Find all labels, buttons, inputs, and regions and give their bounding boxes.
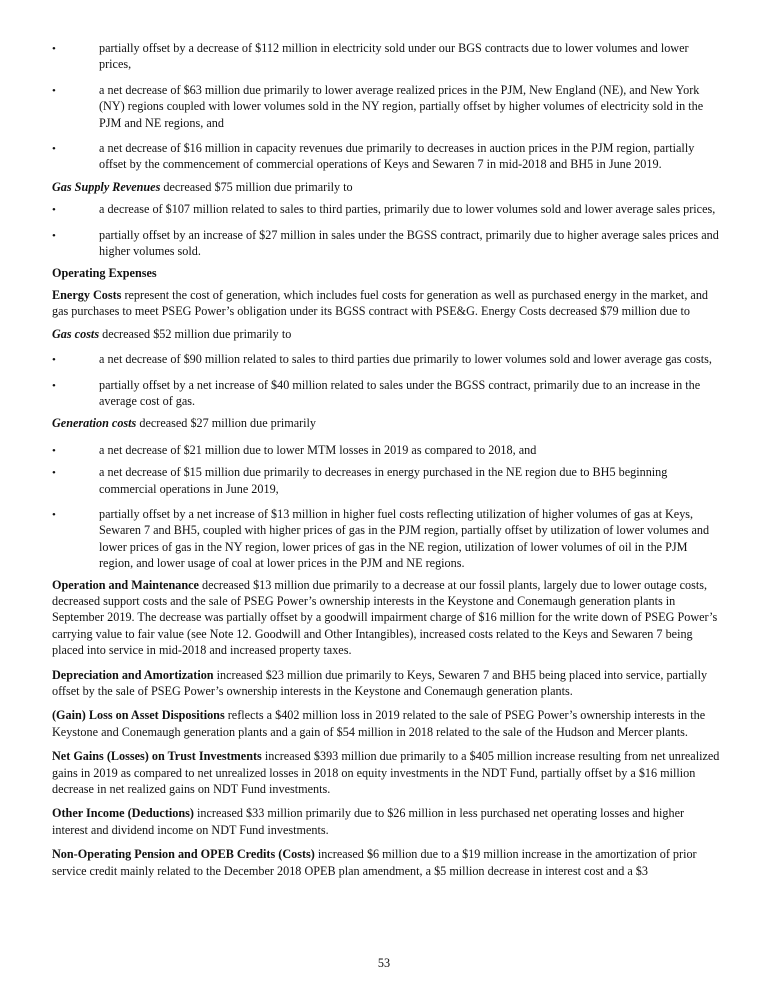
document-page [52, 40, 720, 887]
bullet-icon: • [52, 467, 56, 480]
operation-maintenance-heading: Operation and Maintenance [52, 577, 199, 592]
trust-investments-paragraph: Net Gains (Losses) on Trust Investments increased $393 million due primarily to a $405 million increase resulting from net unrealized gains in 2019 as compared to net unrealized losses in 2018 on equity investments in the NDT Fund, partially offset by a $16 million decrease in net realized gains on NDT Fund investments. [52, 749, 720, 797]
trust-investments-heading: Net Gains (Losses) on Trust Investments [52, 749, 262, 764]
bullet-icon: • [52, 444, 56, 457]
bullet-icon: • [52, 204, 56, 217]
pension-opeb-paragraph: Non-Operating Pension and OPEB Credits (Costs) increased $6 million due to a $19 million increase in the amortization of prior service credit mainly related to the December 2018 OPEB plan amendment, a $5 million decrease in interest cost and a $3 [52, 847, 697, 878]
energy-costs-heading: Energy Costs [52, 287, 122, 302]
list-item: • partially offset by an increase of $27 million in sales under the BGSS contract, primarily due to higher average sales prices and higher volumes sold. [52, 227, 719, 259]
other-income-paragraph: Other Income (Deductions) increased $33 million primarily due to $26 million in less purchased net operating losses and higher interest and dividend income on NDT Fund investments. [52, 806, 685, 837]
generation-costs-paragraph: Generation costs decreased $27 million due primarily [52, 416, 317, 431]
gas-costs-paragraph: Gas costs decreased $52 million due primarily to [52, 326, 292, 341]
depreciation-amortization-heading: Depreciation and Amortization [52, 667, 214, 682]
bullet-icon: • [52, 508, 56, 521]
list-item: • partially offset by a net increase of $40 million related to sales under the BGSS contract, primarily due to an increase in the average cost of gas. [52, 377, 701, 408]
list-item: • a net decrease of $90 million related to sales to third parties due primarily to lower volumes sold and lower average gas costs, [52, 351, 720, 367]
asset-dispositions-paragraph: (Gain) Loss on Asset Dispositions reflects a $402 million loss in 2019 related to the sale of PSEG Power’s ownership interests in the Keystone and Conemaugh generation plants and a gain of $54 million in 2018 related to the sale of the Hudson and Mercer plants. [52, 708, 706, 739]
gas-supply-heading: Gas Supply Revenues [52, 179, 161, 194]
generation-costs-heading: Generation costs [52, 416, 137, 431]
bullet-icon: • [52, 143, 56, 156]
depreciation-amortization-paragraph: Depreciation and Amortization increased $23 million due primarily to Keys, Sewaren 7 and BH5 being placed into service, partially offset by the sale of PSEG Power’s ownership interests in the Keystone and Conemaugh generation plants. [52, 667, 708, 698]
bullet-icon: • [52, 84, 56, 97]
pension-opeb-heading: Non-Operating Pension and OPEB Credits (Costs) [52, 847, 315, 862]
list-item: • partially offset by a net increase of $13 million in higher fuel costs reflecting utilization of higher volumes of gas at Keys, Sewaren 7 and BH5, coupled with higher prices of gas in the PJM region, partially offset by utilization of lower volumes and lower prices of gas in the NY region, lower prices of gas in the NE region, utilization of lower volumes of oil in the PJM region, and lower usage of coal at lower prices in the PJM and NE regions. [52, 506, 710, 571]
list-item: • a net decrease of $63 million due primarily to lower average realized prices in the PJM, New England (NE), and New York (NY) regions coupled with lower volumes sold in the NY region, partially offset by higher volumes of electricity sold in the PJM and NE regions, and [52, 82, 704, 130]
operating-expenses-heading: Operating Expenses [52, 266, 157, 281]
list-item: • a decrease of $107 million related to sales to third parties, primarily due to lower volumes sold and lower average sales prices, [52, 201, 720, 217]
bullet-icon: • [52, 43, 56, 55]
gas-supply-paragraph: Gas Supply Revenues decreased $75 million due primarily to [52, 179, 353, 194]
energy-costs-paragraph: Energy Costs represent the cost of generation, which includes fuel costs for generation as well as purchased energy in the market, and gas purchases to meet PSEG Power’s obligation under its BGSS contract with PSE&G. Energy Costs decreased $79 million due to [52, 287, 709, 319]
bullet-icon: • [52, 379, 56, 392]
list-item: • a net decrease of $16 million in capacity revenues due primarily to decreases in auction prices in the PJM region, partially offset by the commencement of commercial operations of Keys and Sewaren 7 in mid-2018 and BH5 in June 2019. [52, 141, 695, 172]
list-item: • a net decrease of $15 million due primarily to decreases in energy purchased in the NE region due to BH5 beginning commercial operations in June 2019, [52, 465, 668, 496]
list-item: • a net decrease of $21 million due to lower MTM losses in 2019 as compared to 2018, and [52, 442, 720, 458]
operation-maintenance-paragraph: Operation and Maintenance decreased $13 million due primarily to a decrease at our fossil plants, largely due to lower outage costs, decreased support costs and the sale of PSEG Power’s ownership interests in the Keystone and Conemaugh generation plants in September 2019. The decrease was partially offset by a goodwill impairment charge of $16 million for the write down of PSEG Power’s carrying value to fair value (see Note 12. Goodwill and Other Intangibles), increased costs related to the Keys and Sewaren 7 being placed into service in mid-2018 and increased property taxes. [52, 577, 718, 658]
other-income-heading: Other Income (Deductions) [52, 806, 194, 821]
bullet-icon: • [52, 354, 56, 367]
page-number: 53 [377, 956, 391, 970]
asset-dispositions-heading: (Gain) Loss on Asset Dispositions [52, 708, 225, 723]
list-item: • partially offset by a decrease of $112 million in electricity sold under our BGS contracts due to lower volumes and lower prices, [52, 41, 689, 72]
gas-costs-heading: Gas costs [52, 326, 100, 341]
bullet-icon: • [52, 229, 56, 242]
